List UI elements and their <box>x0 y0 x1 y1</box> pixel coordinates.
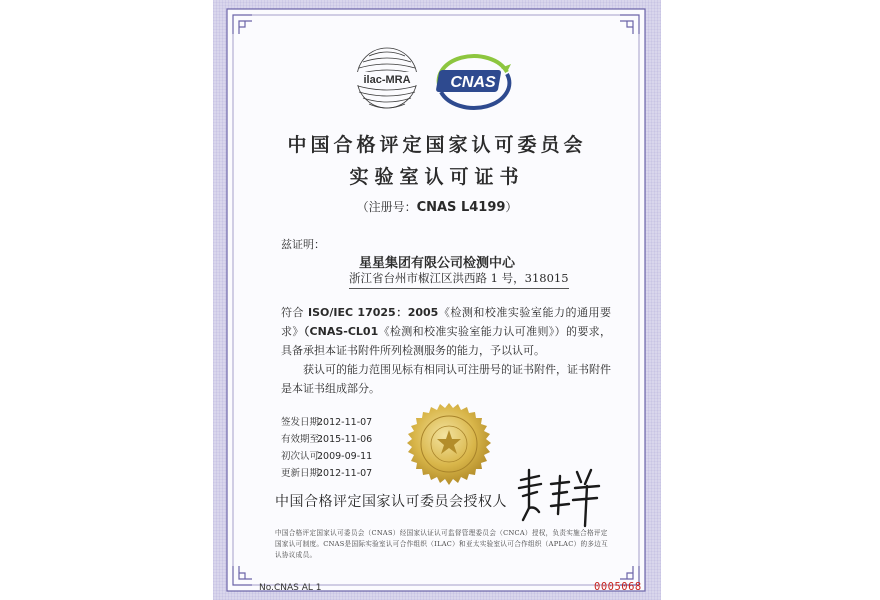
accreditation-logos <box>353 40 533 118</box>
cnas-logo-text: CNAS <box>450 74 496 91</box>
registration-label: （注册号： <box>356 200 417 214</box>
date-list <box>281 414 372 482</box>
organization-address: 浙江省台州市椒江区洪西路 1 号，318015 <box>349 270 569 289</box>
certificate <box>213 0 661 600</box>
update-date-row: 更新日期：2012-11-07 <box>281 468 373 479</box>
initial-date: 2009-09-11 <box>317 451 373 462</box>
gold-seal <box>406 402 492 488</box>
certificate-title: 实验室认可证书 <box>349 166 525 188</box>
form-number: No.CNAS AL 1 <box>259 583 322 593</box>
organization-name: 星星集团有限公司检测中心 <box>358 256 515 271</box>
serial-number: 0005068 <box>594 581 642 593</box>
issuer-title: 中国合格评定国家认可委员会 <box>287 134 587 156</box>
certify-label: 兹证明： <box>281 238 325 251</box>
registration-number <box>213 198 661 215</box>
handwritten-signature <box>511 462 603 530</box>
standard-cnas: （CNAS-CL01 <box>303 325 379 338</box>
issue-date-row: 签发日期：2012-11-07 <box>281 417 373 428</box>
registration-value: CNAS L4199 <box>416 200 506 215</box>
expiry-date: 2015-11-06 <box>317 434 373 445</box>
expiry-date-row: 有效期至：2015-11-06 <box>281 434 373 445</box>
certificate-body <box>281 303 611 398</box>
initial-date-row: 初次认可：2009-09-11 <box>281 451 373 462</box>
standard-iso: ISO/IEC 17025：2005 <box>308 306 439 319</box>
standard-cnas-name: 《检测和校准实验室能力认可准则》 <box>378 325 555 338</box>
ilac-logo-text: ilac-MRA <box>363 74 411 86</box>
authorized-signatory-label: 中国合格评定国家认可委员会授权人 <box>275 494 507 510</box>
issue-date: 2012-11-07 <box>317 417 373 428</box>
update-date: 2012-11-07 <box>317 468 373 479</box>
scope-paragraph: 获认可的能力范围见标有相同认可注册号的证书附件，证书附件是本证书组成部分。 <box>281 363 611 395</box>
registration-close: ） <box>505 200 518 214</box>
cnas-logo <box>433 50 515 112</box>
ilac-mra-logo <box>353 42 421 114</box>
footnote: 中国合格评定国家认可委员会（CNAS）经国家认证认可监督管理委员会（CNCA）授权，负责实施合格评定国家认可制度。CNAS是国际实验室认可合作组织（ILAC）和亚太实验室认可合作组织（APLAC）的多边互认协议成员。 <box>275 529 609 559</box>
conformity-paragraph: 符合 ISO/IEC 17025：2005《检测和校准实验室能力的通用要求》（CNAS-CL01《检测和校准实验室能力认可准则》）的要求，具备承担本证书附件所列检测服务的能力，予以认可。 <box>281 306 612 357</box>
standard-iso-name: 《检测和校准实验室能力的通用要求》 <box>281 306 611 338</box>
